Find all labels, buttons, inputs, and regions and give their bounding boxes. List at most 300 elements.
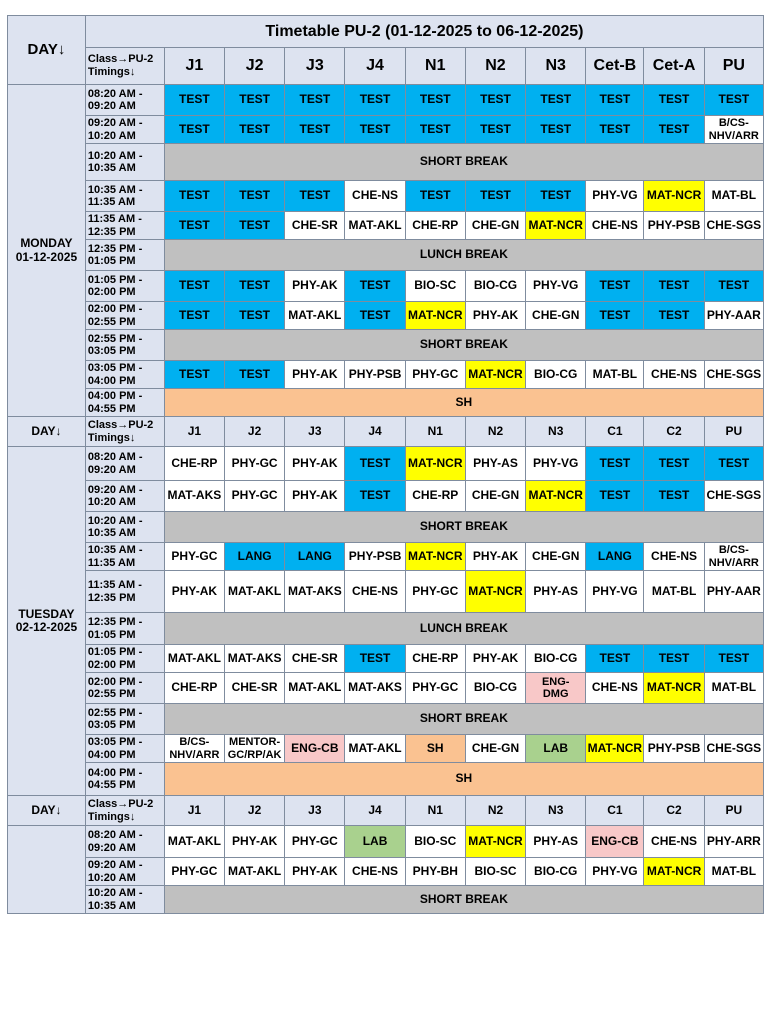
period-cell: TEST — [704, 447, 763, 481]
class-timings-label — [85, 48, 164, 85]
period-cell: MAT-AKL — [345, 735, 405, 763]
period-cell: PHY-GC — [225, 481, 285, 512]
text-line: 12:35 PM - — [87, 616, 143, 629]
period-cell: PHY-VG — [526, 271, 586, 302]
period-cell: TEST — [164, 302, 224, 330]
text-line: Class→PU-2 — [87, 797, 154, 810]
period-cell: PHY-PSB — [644, 735, 704, 763]
period-cell: TEST — [345, 302, 405, 330]
sh-period: SH — [164, 389, 763, 417]
period-cell: MAT-NCR — [586, 735, 644, 763]
period-cell: MAT-AKL — [164, 645, 224, 673]
period-cell: B/CS- NHV/ARR — [704, 543, 763, 571]
table-row — [8, 240, 764, 271]
text-line: 02:55 PM — [87, 315, 136, 328]
column-header-cet-a: Cet-A — [644, 48, 704, 85]
table-row — [8, 826, 764, 858]
time-slot — [85, 645, 164, 673]
text-line: 11:35 AM - — [87, 213, 142, 226]
period-cell: BIO-CG — [465, 271, 525, 302]
time-slot — [85, 481, 164, 512]
text-line: 09:20 AM — [87, 100, 136, 112]
table-row — [8, 271, 764, 302]
period-cell: MAT-BL — [586, 361, 644, 389]
period-cell: MAT-NCR — [405, 543, 465, 571]
table-row — [8, 389, 764, 417]
period-cell: TEST — [644, 116, 704, 144]
text-line: 10:20 AM — [87, 871, 136, 884]
period-cell: BIO-SC — [405, 826, 465, 858]
column-header-c2: C2 — [644, 796, 704, 826]
period-cell: PHY-AAR — [704, 571, 763, 613]
text-line: 10:20 AM - — [87, 514, 143, 527]
day-cell — [8, 826, 86, 914]
period-cell: LAB — [526, 735, 586, 763]
period-cell: MAT-NCR — [644, 181, 704, 212]
text-line: 01:05 PM — [87, 628, 136, 641]
column-header-j3: J3 — [285, 796, 345, 826]
text-line: 08:20 AM - — [87, 829, 143, 842]
time-slot — [85, 735, 164, 763]
period-cell: MAT-AKL — [345, 212, 405, 240]
column-header-c1: C1 — [586, 796, 644, 826]
period-cell: CHE-NS — [345, 858, 405, 886]
period-cell: TEST — [586, 447, 644, 481]
time-slot — [85, 447, 164, 481]
period-cell: CHE-SGS — [704, 481, 763, 512]
column-header-j3: J3 — [285, 417, 345, 447]
period-cell: PHY-ARR — [704, 826, 763, 858]
text-line: 10:35 AM — [87, 899, 136, 912]
text-line: 10:35 AM - — [87, 544, 143, 557]
period-cell: CHE-GN — [465, 212, 525, 240]
period-cell: PHY-GC — [285, 826, 345, 858]
period-cell: CHE-SGS — [704, 361, 763, 389]
period-cell: LANG — [225, 543, 285, 571]
time-slot — [85, 571, 164, 613]
text-line: 10:35 AM — [87, 527, 136, 539]
period-cell: PHY-VG — [586, 858, 644, 886]
text-line: 04:00 PM — [87, 748, 136, 761]
time-slot — [85, 886, 164, 914]
break-row: SHORT BREAK — [164, 330, 763, 361]
period-cell: TEST — [285, 181, 345, 212]
column-header-j2: J2 — [225, 48, 285, 85]
period-cell: PHY-AK — [285, 858, 345, 886]
column-header-cet-b: Cet-B — [586, 48, 644, 85]
period-cell: TEST — [164, 181, 224, 212]
period-cell: MAT-NCR — [405, 302, 465, 330]
period-cell: MENTOR- GC/RP/AK — [225, 735, 285, 763]
period-cell: LANG — [285, 543, 345, 571]
period-cell: TEST — [345, 85, 405, 116]
period-cell: PHY-GC — [164, 858, 224, 886]
column-header-j2: J2 — [225, 796, 285, 826]
period-cell: BIO-CG — [526, 645, 586, 673]
break-row: SHORT BREAK — [164, 512, 763, 543]
text-line: 09:20 AM — [87, 841, 136, 854]
period-cell: TEST — [164, 212, 224, 240]
period-cell: B/CS- NHV/ARR — [164, 735, 224, 763]
column-header-n3: N3 — [526, 417, 586, 447]
table-row — [8, 571, 764, 613]
period-cell: TEST — [225, 302, 285, 330]
day-header: DAY↓ — [8, 16, 86, 85]
period-cell: PHY-AAR — [704, 302, 763, 330]
period-cell: TEST — [345, 116, 405, 144]
period-cell: SH — [405, 735, 465, 763]
time-slot — [85, 85, 164, 116]
period-cell: PHY-GC — [225, 447, 285, 481]
text-line: 03:05 PM — [87, 719, 136, 731]
period-cell: CHE-GN — [526, 543, 586, 571]
period-cell: BIO-CG — [465, 673, 525, 704]
period-cell: CHE-RP — [164, 447, 224, 481]
period-cell: PHY-AK — [285, 447, 345, 481]
text-line: Class→PU-2 — [87, 418, 154, 431]
period-cell: CHE-RP — [164, 673, 224, 704]
text-line: 04:55 PM — [87, 779, 136, 791]
table-row — [8, 613, 764, 645]
class-timings-label — [85, 796, 164, 826]
period-cell: CHE-SGS — [704, 212, 763, 240]
period-cell: CHE-GN — [526, 302, 586, 330]
time-slot — [85, 763, 164, 796]
period-cell: PHY-GC — [405, 673, 465, 704]
period-cell: TEST — [345, 645, 405, 673]
text-line: Timings↓ — [87, 66, 136, 78]
time-slot — [85, 361, 164, 389]
period-cell: PHY-VG — [586, 571, 644, 613]
period-cell: CHE-NS — [345, 181, 405, 212]
time-slot — [85, 389, 164, 417]
column-header-pu: PU — [704, 417, 763, 447]
period-cell: MAT-NCR — [465, 571, 525, 613]
time-slot — [85, 613, 164, 645]
period-cell: TEST — [465, 181, 525, 212]
period-cell: PHY-PSB — [345, 361, 405, 389]
column-header-n3: N3 — [526, 796, 586, 826]
period-cell: CHE-RP — [405, 481, 465, 512]
text-line: 01:05 PM - — [87, 273, 143, 286]
period-cell: PHY-BH — [405, 858, 465, 886]
period-cell: TEST — [345, 447, 405, 481]
period-cell: PHY-AS — [526, 571, 586, 613]
column-header-j4: J4 — [345, 417, 405, 447]
period-cell: MAT-AKL — [164, 826, 224, 858]
period-cell: TEST — [644, 85, 704, 116]
text-line: 12:35 PM — [87, 591, 136, 604]
column-header-n1: N1 — [405, 48, 465, 85]
text-line: 10:20 AM - — [87, 887, 143, 900]
period-cell: MAT-BL — [704, 673, 763, 704]
period-cell: MAT-AKL — [285, 673, 345, 704]
column-header-n1: N1 — [405, 417, 465, 447]
period-cell: BIO-CG — [526, 858, 586, 886]
period-cell: BIO-SC — [465, 858, 525, 886]
time-slot — [85, 704, 164, 735]
period-cell: TEST — [586, 481, 644, 512]
time-slot — [85, 144, 164, 181]
period-cell: PHY-PSB — [345, 543, 405, 571]
period-cell: MAT-AKL — [225, 858, 285, 886]
period-cell: BIO-CG — [526, 361, 586, 389]
period-cell: CHE-NS — [345, 571, 405, 613]
text-line: 04:00 PM - — [87, 766, 143, 779]
period-cell: TEST — [644, 447, 704, 481]
period-cell: TEST — [225, 361, 285, 389]
period-cell: CHE-NS — [586, 212, 644, 240]
table-row — [8, 673, 764, 704]
period-cell: ENG-CB — [586, 826, 644, 858]
period-cell: TEST — [704, 85, 763, 116]
day-header: DAY↓ — [8, 417, 86, 447]
period-cell: TEST — [526, 181, 586, 212]
period-cell: MAT-NCR — [526, 481, 586, 512]
period-cell: TEST — [704, 271, 763, 302]
text-line: 03:05 PM - — [87, 362, 143, 375]
time-slot — [85, 330, 164, 361]
period-cell: PHY-AK — [465, 302, 525, 330]
period-cell: CHE-NS — [644, 826, 704, 858]
break-row: LUNCH BREAK — [164, 613, 763, 645]
period-cell: TEST — [225, 85, 285, 116]
break-row: SHORT BREAK — [164, 144, 763, 181]
time-slot — [85, 271, 164, 302]
period-cell: TEST — [704, 645, 763, 673]
time-slot — [85, 116, 164, 144]
table-row — [8, 116, 764, 144]
period-cell: CHE-NS — [644, 543, 704, 571]
period-cell: TEST — [586, 302, 644, 330]
table-row — [8, 481, 764, 512]
column-header-pu: PU — [704, 796, 763, 826]
text-line: 02:00 PM — [87, 658, 136, 671]
period-cell: MAT-NCR — [644, 673, 704, 704]
period-cell: TEST — [164, 85, 224, 116]
table-row — [8, 704, 764, 735]
text-line: 09:20 AM — [87, 463, 136, 476]
text-line: 02:00 PM - — [87, 303, 143, 316]
table-row — [8, 886, 764, 914]
table-row — [8, 543, 764, 571]
column-header-c2: C2 — [644, 417, 704, 447]
table-row — [8, 212, 764, 240]
period-cell: MAT-AKS — [225, 645, 285, 673]
period-cell: TEST — [345, 481, 405, 512]
period-cell: PHY-AK — [285, 271, 345, 302]
period-cell: PHY-GC — [405, 361, 465, 389]
time-slot — [85, 240, 164, 271]
text-line: Timings↓ — [87, 431, 136, 444]
column-header-j1: J1 — [164, 796, 224, 826]
period-cell: CHE-RP — [405, 212, 465, 240]
table-row — [8, 858, 764, 886]
period-cell: MAT-NCR — [526, 212, 586, 240]
period-cell: B/CS- NHV/ARR — [704, 116, 763, 144]
period-cell: TEST — [164, 361, 224, 389]
sh-period: SH — [164, 763, 763, 796]
period-cell: BIO-SC — [405, 271, 465, 302]
column-header-n3: N3 — [526, 48, 586, 85]
table-row — [8, 302, 764, 330]
period-cell: CHE-NS — [586, 673, 644, 704]
text-line: Class→PU-2 — [87, 53, 154, 66]
time-slot — [85, 512, 164, 543]
text-line: 09:20 AM - — [87, 859, 143, 872]
break-row: SHORT BREAK — [164, 704, 763, 735]
timetable — [7, 15, 764, 914]
period-cell: TEST — [644, 645, 704, 673]
period-cell: TEST — [164, 116, 224, 144]
period-cell: PHY-AK — [465, 543, 525, 571]
text-line: 10:35 AM — [87, 162, 136, 174]
table-row — [8, 85, 764, 116]
period-cell: MAT-BL — [704, 858, 763, 886]
column-header-c1: C1 — [586, 417, 644, 447]
text-line: 12:35 PM - — [87, 242, 143, 255]
table-row — [8, 447, 764, 481]
day-date: 02-12-2025 — [15, 620, 78, 634]
period-cell: LAB — [345, 826, 405, 858]
text-line: 02:00 PM - — [87, 675, 143, 688]
text-line: 09:20 AM - — [87, 483, 143, 496]
day-name: MONDAY — [20, 236, 73, 251]
period-cell: PHY-AK — [465, 645, 525, 673]
text-line: 11:35 AM — [87, 556, 136, 569]
period-cell: CHE-NS — [644, 361, 704, 389]
period-cell: PHY-GC — [405, 571, 465, 613]
period-cell: MAT-NCR — [465, 361, 525, 389]
period-cell: ENG-CB — [285, 735, 345, 763]
period-cell: CHE-SR — [285, 645, 345, 673]
column-header-j1: J1 — [164, 417, 224, 447]
text-line: 02:55 PM — [87, 688, 136, 700]
period-cell: MAT-AKL — [225, 571, 285, 613]
table-row — [8, 144, 764, 181]
text-line: 04:00 PM - — [87, 390, 143, 403]
period-cell: TEST — [465, 85, 525, 116]
period-cell: TEST — [586, 645, 644, 673]
table-row — [8, 645, 764, 673]
period-cell: TEST — [526, 85, 586, 116]
column-header-j2: J2 — [225, 417, 285, 447]
text-line: 03:05 PM — [87, 345, 136, 357]
text-line: 03:05 PM - — [87, 736, 143, 749]
time-slot — [85, 212, 164, 240]
column-header-n2: N2 — [465, 796, 525, 826]
period-cell: CHE-GN — [465, 481, 525, 512]
period-cell: CHE-SR — [225, 673, 285, 704]
time-slot — [85, 858, 164, 886]
break-row: LUNCH BREAK — [164, 240, 763, 271]
period-cell: PHY-GC — [164, 543, 224, 571]
period-cell: TEST — [225, 271, 285, 302]
period-cell: TEST — [405, 85, 465, 116]
period-cell: TEST — [225, 212, 285, 240]
table-row — [8, 512, 764, 543]
time-slot — [85, 181, 164, 212]
period-cell: PHY-AK — [164, 571, 224, 613]
text-line: 10:20 AM — [87, 129, 136, 142]
period-cell: TEST — [644, 481, 704, 512]
period-cell: MAT-BL — [704, 181, 763, 212]
period-cell: PHY-AK — [285, 361, 345, 389]
column-header-j3: J3 — [285, 48, 345, 85]
period-cell: PHY-VG — [526, 447, 586, 481]
text-line: 09:20 AM - — [87, 117, 143, 130]
table-row — [8, 181, 764, 212]
text-line: 08:20 AM - — [87, 87, 143, 100]
text-line: 11:35 AM - — [87, 579, 142, 592]
period-cell: MAT-AKS — [164, 481, 224, 512]
text-line: 10:20 AM — [87, 496, 136, 508]
period-cell: TEST — [225, 116, 285, 144]
period-cell: CHE-SR — [285, 212, 345, 240]
period-cell: MAT-NCR — [405, 447, 465, 481]
period-cell: TEST — [285, 85, 345, 116]
text-line: 02:55 PM - — [87, 706, 143, 719]
column-header-j4: J4 — [345, 796, 405, 826]
text-line: 10:20 AM - — [87, 149, 143, 162]
day-cell — [8, 447, 86, 796]
time-slot — [85, 826, 164, 858]
text-line: 02:00 PM — [87, 286, 136, 298]
text-line: 11:35 AM — [87, 196, 136, 208]
period-cell: CHE-RP — [405, 645, 465, 673]
period-cell: TEST — [465, 116, 525, 144]
class-timings-label — [85, 417, 164, 447]
text-line: Timings↓ — [87, 810, 136, 823]
period-cell: TEST — [225, 181, 285, 212]
text-line: 02:55 PM - — [87, 332, 143, 345]
column-header-n2: N2 — [465, 417, 525, 447]
period-cell: MAT-BL — [644, 571, 704, 613]
day-name: TUESDAY — [18, 606, 75, 621]
period-cell: PHY-PSB — [644, 212, 704, 240]
period-cell: MAT-AKS — [285, 571, 345, 613]
period-cell: CHE-GN — [465, 735, 525, 763]
period-cell: PHY-AS — [526, 826, 586, 858]
table-row — [8, 735, 764, 763]
period-cell: MAT-NCR — [644, 858, 704, 886]
text-line: 01:05 PM — [87, 255, 136, 267]
day-cell — [8, 85, 86, 417]
period-cell: TEST — [345, 271, 405, 302]
period-cell: TEST — [285, 116, 345, 144]
table-row — [8, 330, 764, 361]
column-header-n1: N1 — [405, 796, 465, 826]
break-row: SHORT BREAK — [164, 886, 763, 914]
period-cell: TEST — [586, 271, 644, 302]
table-row — [8, 361, 764, 389]
column-header-j4: J4 — [345, 48, 405, 85]
period-cell: MAT-NCR — [465, 826, 525, 858]
time-slot — [85, 302, 164, 330]
column-header-j1: J1 — [164, 48, 224, 85]
column-header-pu: PU — [704, 48, 763, 85]
period-cell: ENG- DMG — [526, 673, 586, 704]
period-cell: TEST — [644, 302, 704, 330]
text-line: 10:35 AM - — [87, 183, 143, 196]
period-cell: PHY-AK — [225, 826, 285, 858]
period-cell: CHE-SGS — [704, 735, 763, 763]
text-line: 12:35 PM — [87, 225, 136, 238]
table-row — [8, 763, 764, 796]
column-header-n2: N2 — [465, 48, 525, 85]
period-cell: TEST — [405, 181, 465, 212]
period-cell: MAT-AKL — [285, 302, 345, 330]
